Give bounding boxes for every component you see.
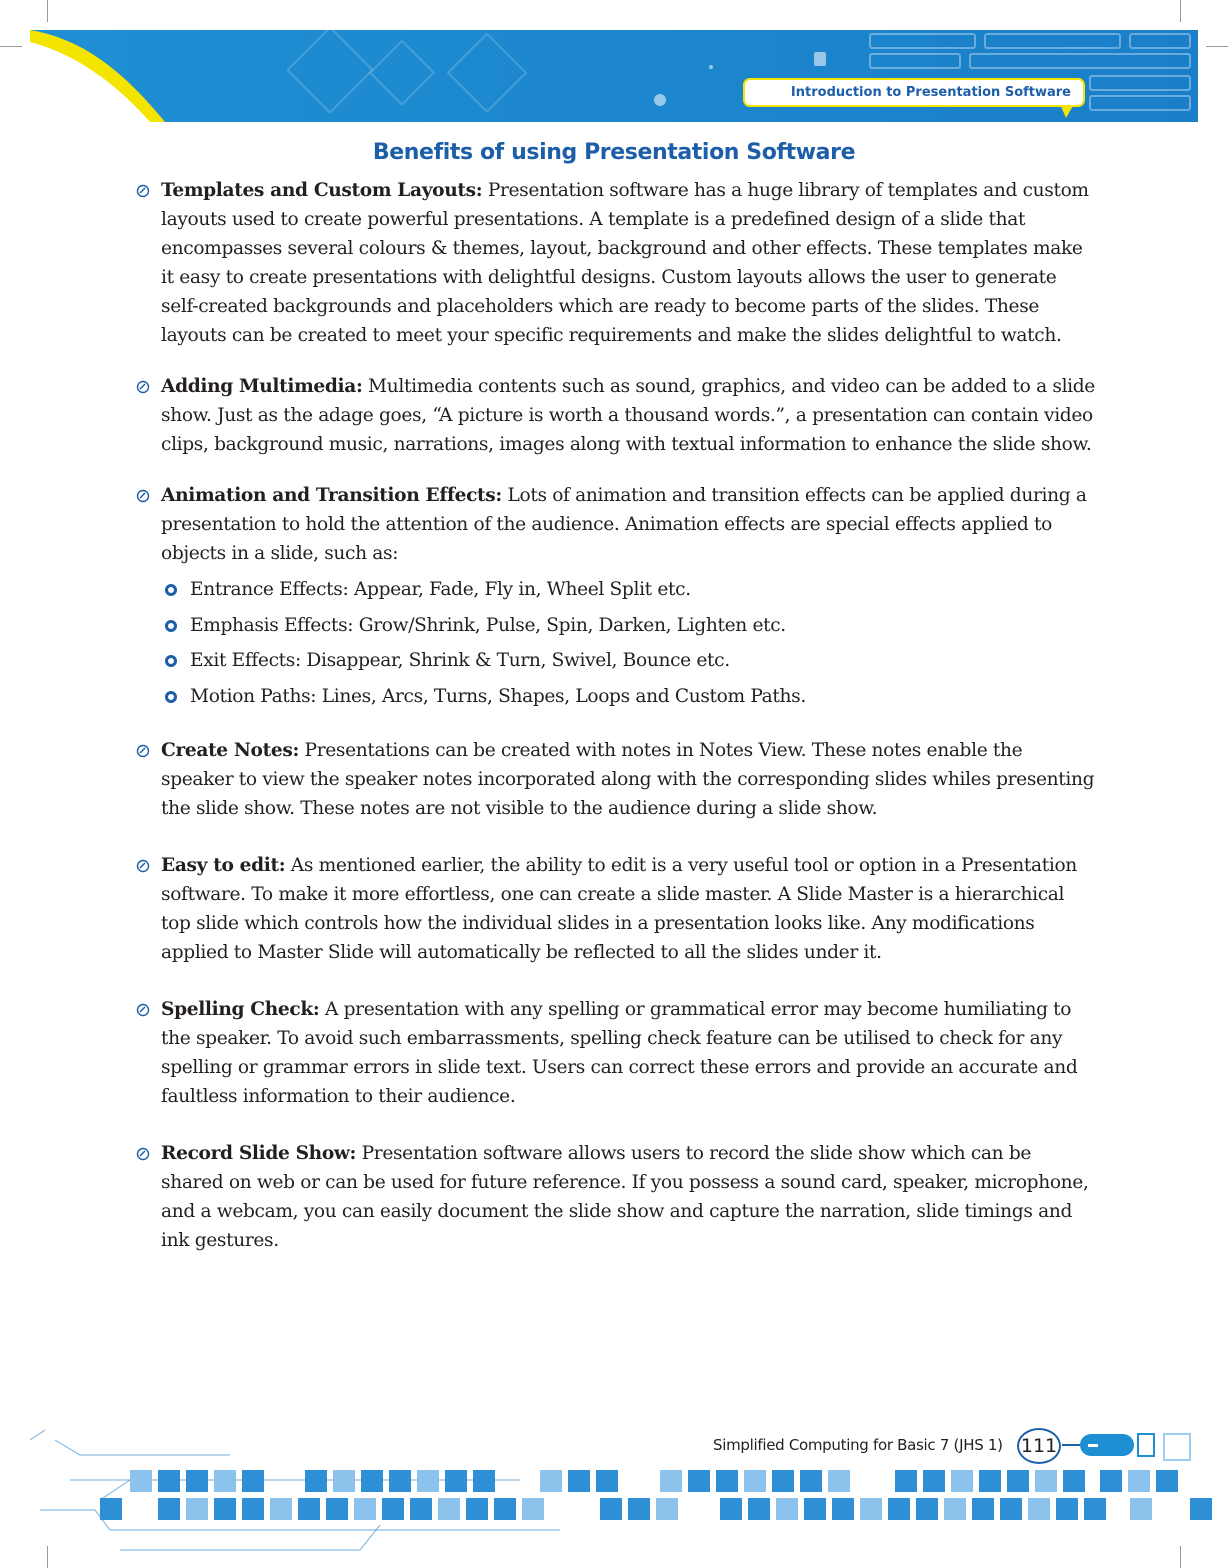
item-term: Animation and Transition Effects: (161, 485, 502, 506)
sublist-item-text: Exit Effects: Disappear, Shrink & Turn, Swivel, Bounce etc. (190, 650, 730, 671)
footer-tile (130, 1470, 152, 1492)
bullet-icon (136, 1003, 150, 1017)
footer-tile (158, 1470, 180, 1492)
item-term: Create Notes: (161, 740, 299, 761)
page-number: 111 (1017, 1428, 1061, 1464)
footer-tile (1028, 1498, 1050, 1520)
footer-tile (1007, 1470, 1029, 1492)
item-text: Presentation software has a huge library of templates and custom layouts used to create powerful presentations. A template is a predefined design of a slide that encompasses several colours & themes, layout, background and other effects. These templates make it easy to create presentations with delightful designs. Custom layouts allows the user to generate self-created backgrounds and placeholders which are ready to become parts of the slides. These layouts can be created to meet your specific requirements and make the slides delightful to watch. (161, 180, 1089, 346)
footer-tile (1000, 1498, 1022, 1520)
sublist-item-text: Emphasis Effects: Grow/Shrink, Pulse, Spin, Darken, Lighten etc. (190, 614, 786, 636)
item-term: Templates and Custom Layouts: (161, 180, 483, 201)
bullet-icon (136, 859, 150, 873)
page-title: Benefits of using Presentation Software (372, 140, 856, 165)
bullet-icon (136, 380, 150, 394)
footer-tile (860, 1498, 882, 1520)
sublist-item (161, 608, 1096, 644)
bullet-icon (136, 184, 150, 198)
footer-tile (660, 1470, 682, 1492)
item-text: Presentation software allows users to record the slide show which can be shared on web or can be used for future reference. If you possess a sound card, speaker, microphone, and a webcam, you can easily document the slide show and capture the narration, slide timings and ink gestures. (161, 1143, 1089, 1251)
footer-tile (568, 1470, 590, 1492)
sub-bullet-icon (165, 620, 177, 632)
footer-tile (1100, 1470, 1122, 1492)
footer-tile (473, 1470, 495, 1492)
bullet-icon (136, 489, 150, 503)
footer-tile (800, 1470, 822, 1492)
footer-tile (832, 1498, 854, 1520)
footer-tile (748, 1498, 770, 1520)
footer-tile (888, 1498, 910, 1520)
footer-tile (158, 1498, 180, 1520)
footer-tile (720, 1498, 742, 1520)
item-text: As mentioned earlier, the ability to edit is a very useful tool or option in a Presentation software. To make it more effortless, one can create a slide master. A Slide Master is a hierarchical top slide which controls how the individual slides in a presentation looks like. Any modifications applied to Master Slide will automatically be reflected to all the slides under it. (161, 855, 1077, 963)
footer-tile (1084, 1498, 1106, 1520)
sublist-item-text: Entrance Effects: Appear, Fade, Fly in, Wheel Split etc. (190, 579, 691, 600)
footer-tile (305, 1470, 327, 1492)
footer-tile (600, 1498, 622, 1520)
list-item (161, 995, 1096, 1111)
footer-tile (656, 1498, 678, 1520)
footer-tile (772, 1470, 794, 1492)
footer-tile (540, 1470, 562, 1492)
footer-tile (522, 1498, 544, 1520)
footer-tile (628, 1498, 650, 1520)
footer-tiles (100, 1470, 1212, 1520)
footer-tile (776, 1498, 798, 1520)
footer-tile (1156, 1470, 1178, 1492)
footer-tile (389, 1470, 411, 1492)
footer-tile (438, 1498, 460, 1520)
sub-bullet-icon (165, 584, 177, 596)
footer-tile (944, 1498, 966, 1520)
footer-tile (1128, 1470, 1150, 1492)
footer-tile (1130, 1498, 1152, 1520)
footer-tile (382, 1498, 404, 1520)
footer-tile (916, 1498, 938, 1520)
footer-tile (326, 1498, 348, 1520)
footer-tile (972, 1498, 994, 1520)
footer-tile (828, 1470, 850, 1492)
list-item (161, 851, 1096, 967)
footer-tile (979, 1470, 1001, 1492)
footer-tile (466, 1498, 488, 1520)
footer-tile (951, 1470, 973, 1492)
footer-tile (895, 1470, 917, 1492)
footer-tile (417, 1470, 439, 1492)
list-item (161, 372, 1096, 459)
footer-tile (494, 1498, 516, 1520)
list-item (161, 736, 1096, 823)
footer-tile (744, 1470, 766, 1492)
footer-tile (1035, 1470, 1057, 1492)
list-item (161, 481, 1096, 714)
footer-tile (688, 1470, 710, 1492)
header-banner (0, 0, 1228, 130)
chapter-title-tab: Introduction to Presentation Software (745, 80, 1083, 105)
footer-tile (716, 1470, 738, 1492)
bullet-icon (136, 1147, 150, 1161)
footer-book-title: Simplified Computing for Basic 7 (JHS 1) (713, 1436, 1003, 1454)
sublist-item (161, 679, 1096, 715)
footer-tile (354, 1498, 376, 1520)
footer-tile (270, 1498, 292, 1520)
sub-bullet-icon (165, 655, 177, 667)
footer-tile (242, 1470, 264, 1492)
item-term: Record Slide Show: (161, 1143, 357, 1164)
item-term: Easy to edit: (161, 855, 286, 876)
sub-bullet-icon (165, 691, 177, 703)
sublist-item (161, 572, 1096, 608)
footer-tile (333, 1470, 355, 1492)
sublist-item-text: Motion Paths: Lines, Arcs, Turns, Shapes, Loops and Custom Paths. (190, 685, 806, 707)
footer-tile (186, 1498, 208, 1520)
footer-tile (596, 1470, 618, 1492)
footer-tile (1056, 1498, 1078, 1520)
item-text: Lots of animation and transition effects can be applied during a presentation to hold the attention of the audience. Animation effects are special effects applied to objects in a slide, such as: (161, 485, 1087, 564)
footer-tile (186, 1470, 208, 1492)
footer-tile (923, 1470, 945, 1492)
benefits-list (161, 176, 1096, 1277)
footer-tile (410, 1498, 432, 1520)
item-term: Adding Multimedia: (161, 376, 363, 397)
bullet-icon (136, 744, 150, 758)
footer-tile (1190, 1498, 1212, 1520)
footer-tile (214, 1470, 236, 1492)
footer-tile (298, 1498, 320, 1520)
footer-tile (214, 1498, 236, 1520)
item-text: Multimedia contents such as sound, graphics, and video can be added to a slide show. Just as the adage goes, “A picture is worth a thousand words.”, a presentation can contain video clips, background music, narrations, images along with textual information to enhance the slide show. (161, 376, 1095, 455)
item-term: Spelling Check: (161, 999, 320, 1020)
footer-tile (100, 1498, 122, 1520)
item-text: Presentations can be created with notes in Notes View. These notes enable the speaker to view the speaker notes incorporated along with the corresponding slides whiles presenting the slide show. These notes are not visible to the audience during a slide show. (161, 740, 1095, 819)
footer-tile (445, 1470, 467, 1492)
list-item (161, 1139, 1096, 1255)
list-item (161, 176, 1096, 350)
footer-tile (804, 1498, 826, 1520)
footer-tile (361, 1470, 383, 1492)
footer-tile (242, 1498, 264, 1520)
animation-effects-sublist (161, 572, 1096, 714)
footer-tile (1063, 1470, 1085, 1492)
item-text: A presentation with any spelling or grammatical error may become humiliating to the speaker. To avoid such embarrassments, spelling check feature can be utilised to check for any spelling or grammar errors in slide text. Users can correct these errors and provide an accurate and faultless information to their audience. (161, 999, 1078, 1107)
sublist-item (161, 643, 1096, 679)
